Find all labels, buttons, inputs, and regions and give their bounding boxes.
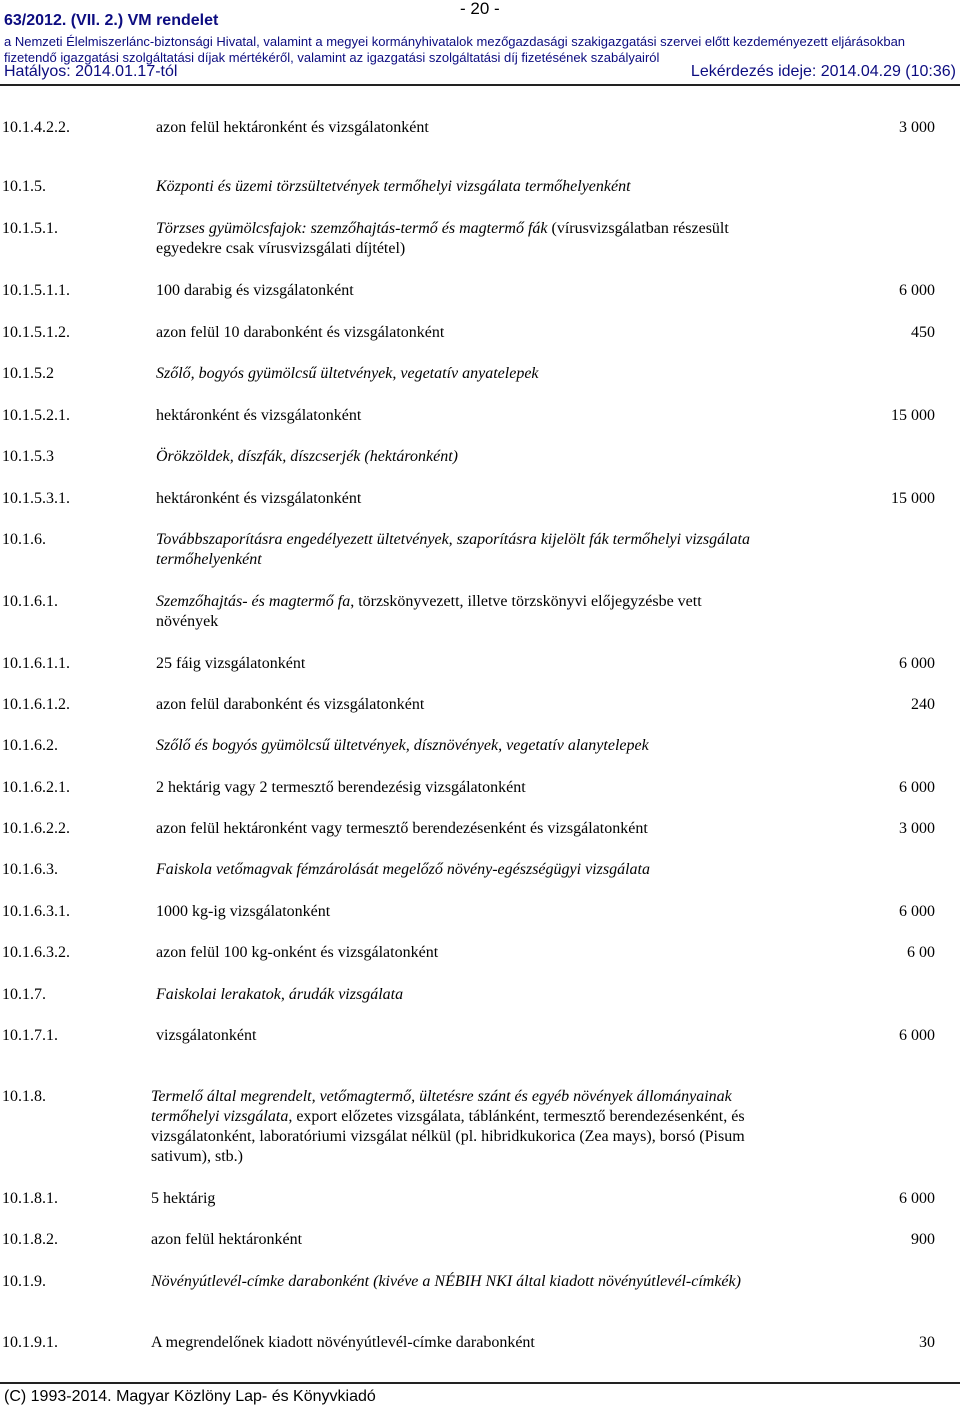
effective-date: Hatályos: 2014.01.17-tól [4, 63, 178, 80]
row-code: 10.1.5.2.1. [2, 407, 70, 424]
row-code: 10.1.6. [2, 531, 46, 548]
description-segment: Örökzöldek, díszfák, díszcserjék (hektáronként) [156, 448, 458, 465]
description-segment: Szőlő és bogyós gyümölcsű ültetvények, dísznövények, vegetatív alanytelepek [156, 737, 649, 754]
description-segment: 100 darabig és vizsgálatonként [156, 282, 354, 299]
description-segment: azon felül 10 darabonként és vizsgálatonként [156, 324, 445, 341]
row-code: 10.1.5.1.1. [2, 282, 70, 299]
row-code: 10.1.5.3 [2, 448, 54, 465]
row-description [156, 695, 766, 715]
footer-copyright: (C) 1993-2014. Magyar Közlöny Lap- és Könyvkiadó [4, 1388, 376, 1405]
row-description [156, 281, 766, 301]
description-segment: export előzetes vizsgálata, táblánként, termesztő berendezésenként, és vizsgálatonként, laboratóriumi vizsgálat nélkül (pl. hibridkukorica (Zea mays), borsó (Pisum sativum), stb.) [151, 1108, 745, 1165]
row-code: 10.1.6.1.2. [2, 696, 70, 713]
row-description [156, 819, 766, 839]
description-segment: Faiskolai lerakatok, árudák vizsgálata [156, 986, 404, 1003]
description-segment: hektáronként és vizsgálatonként [156, 407, 362, 424]
description-segment: azon felül hektáronként [151, 1231, 303, 1248]
row-description [156, 406, 766, 426]
row-amount: 3 000 [899, 820, 935, 837]
row-description [156, 943, 766, 963]
row-amount: 6 00 [907, 944, 935, 961]
row-description [156, 860, 766, 880]
row-description [151, 1272, 761, 1292]
description-segment: Központi és üzemi törzsültetvények termőhelyi vizsgálata termőhelyenként [156, 178, 631, 195]
description-segment: 5 hektárig [151, 1190, 216, 1207]
row-description [156, 118, 766, 138]
law-title: 63/2012. (VII. 2.) VM rendelet [4, 12, 219, 29]
description-segment: Faiskola vetőmagvak fémzárolását megelőző növény-egészségügyi vizsgálata [156, 861, 650, 878]
row-description [151, 1230, 761, 1250]
row-code: 10.1.6.1.1. [2, 655, 70, 672]
description-segment: azon felül hektáronként vagy termesztő berendezésenként és vizsgálatonként [156, 820, 648, 837]
description-segment: 2 hektárig vagy 2 termesztő berendezésig vizsgálatonként [156, 779, 526, 796]
row-description [156, 902, 766, 922]
description-segment: Szemzőhajtás- és magtermő fa [156, 593, 351, 610]
row-description [156, 592, 766, 632]
row-description [156, 778, 766, 798]
row-code: 10.1.9.1. [2, 1334, 58, 1351]
row-description [156, 447, 766, 467]
description-segment: Továbbszaporításra engedélyezett ültetvények, szaporításra kijelölt fák termőhelyi vizsgálata termőhelyenként [156, 531, 750, 568]
row-code: 10.1.5.2 [2, 365, 54, 382]
row-code: 10.1.6.1. [2, 593, 58, 610]
query-time: Lekérdezés ideje: 2014.04.29 (10:36) [690, 63, 956, 80]
row-code: 10.1.4.2.2. [2, 119, 70, 136]
description-segment: hektáronként és vizsgálatonként [156, 490, 362, 507]
page-number: - 20 - [460, 0, 500, 18]
row-code: 10.1.8.2. [2, 1231, 58, 1248]
row-code: 10.1.6.3. [2, 861, 58, 878]
description-segment: vizsgálatonként [156, 1027, 257, 1044]
description-segment: Szőlő, bogyós gyümölcsű ültetvények, vegetatív anyatelepek [156, 365, 539, 382]
description-segment: azon felül hektáronként és vizsgálatonként [156, 119, 429, 136]
row-amount: 30 [919, 1334, 935, 1351]
row-amount: 6 000 [899, 1027, 935, 1044]
row-amount: 3 000 [899, 119, 935, 136]
row-description [156, 364, 766, 384]
row-description [156, 654, 766, 674]
row-amount: 450 [911, 324, 935, 341]
row-description [156, 985, 766, 1005]
row-description [156, 323, 766, 343]
law-subtitle: a Nemzeti Élelmiszerlánc-biztonsági Hivatal, valamint a megyei kormányhivatalok mezőgazdasági szakigazgatási szervei előtt kezdeményezett eljárásokban fizetendő igazgatási szolgáltatási díjak mértékéről, valamint az igazgatási szolgáltatási díj fizetésének szabályairól [4, 34, 906, 65]
row-amount: 6 000 [899, 903, 935, 920]
description-segment: 25 fáig vizsgálatonként [156, 655, 306, 672]
row-amount: 6 000 [899, 282, 935, 299]
row-amount: 6 000 [899, 779, 935, 796]
row-code: 10.1.7.1. [2, 1027, 58, 1044]
description-segment: (vírusvizsgálatban részesült egyedekre csak vírusvizsgálati díjtétel) [156, 220, 729, 257]
row-description [156, 489, 766, 509]
row-code: 10.1.6.2.1. [2, 779, 70, 796]
row-code: 10.1.9. [2, 1273, 46, 1290]
row-code: 10.1.6.3.2. [2, 944, 70, 961]
row-code: 10.1.5.3.1. [2, 490, 70, 507]
row-code: 10.1.6.2. [2, 737, 58, 754]
row-amount: 240 [911, 696, 935, 713]
row-amount: 6 000 [899, 655, 935, 672]
row-amount: 900 [911, 1231, 935, 1248]
description-segment: Növényútlevél-címke darabonként (kivéve a NÉBIH NKI által kiadott növényútlevél-címkék) [151, 1273, 741, 1290]
description-segment: Termelő által megrendelt, vetőmagtermő, ültetésre szánt és egyéb növények állományainak termőhelyi vizsgálata, [151, 1088, 732, 1125]
row-description [156, 219, 766, 259]
description-segment: azon felül 100 kg-onként és vizsgálatonként [156, 944, 439, 961]
row-description [156, 530, 766, 570]
row-description [156, 1026, 766, 1046]
row-code: 10.1.6.3.1. [2, 903, 70, 920]
row-description [151, 1189, 761, 1209]
row-amount: 15 000 [891, 407, 935, 424]
description-segment: 1000 kg-ig vizsgálatonként [156, 903, 331, 920]
row-description [151, 1333, 761, 1353]
row-code: 10.1.5.1.2. [2, 324, 70, 341]
description-segment: azon felül darabonként és vizsgálatonként [156, 696, 425, 713]
row-amount: 15 000 [891, 490, 935, 507]
description-segment: A megrendelőnek kiadott növényútlevél-címke darabonként [151, 1334, 535, 1351]
row-description [156, 736, 766, 756]
row-description [156, 177, 766, 197]
row-code: 10.1.5.1. [2, 220, 58, 237]
row-code: 10.1.5. [2, 178, 46, 195]
row-code: 10.1.8. [2, 1088, 46, 1105]
row-description [151, 1087, 761, 1167]
description-segment: Törzses gyümölcsfajok: szemzőhajtás-termő és magtermő fák [156, 220, 548, 237]
row-code: 10.1.6.2.2. [2, 820, 70, 837]
description-segment: , törzskönyvezett, illetve törzskönyvi előjegyzésbe vett növények [156, 593, 702, 630]
footer-divider [0, 1382, 960, 1384]
row-amount: 6 000 [899, 1190, 935, 1207]
row-code: 10.1.7. [2, 986, 46, 1003]
row-code: 10.1.8.1. [2, 1190, 58, 1207]
